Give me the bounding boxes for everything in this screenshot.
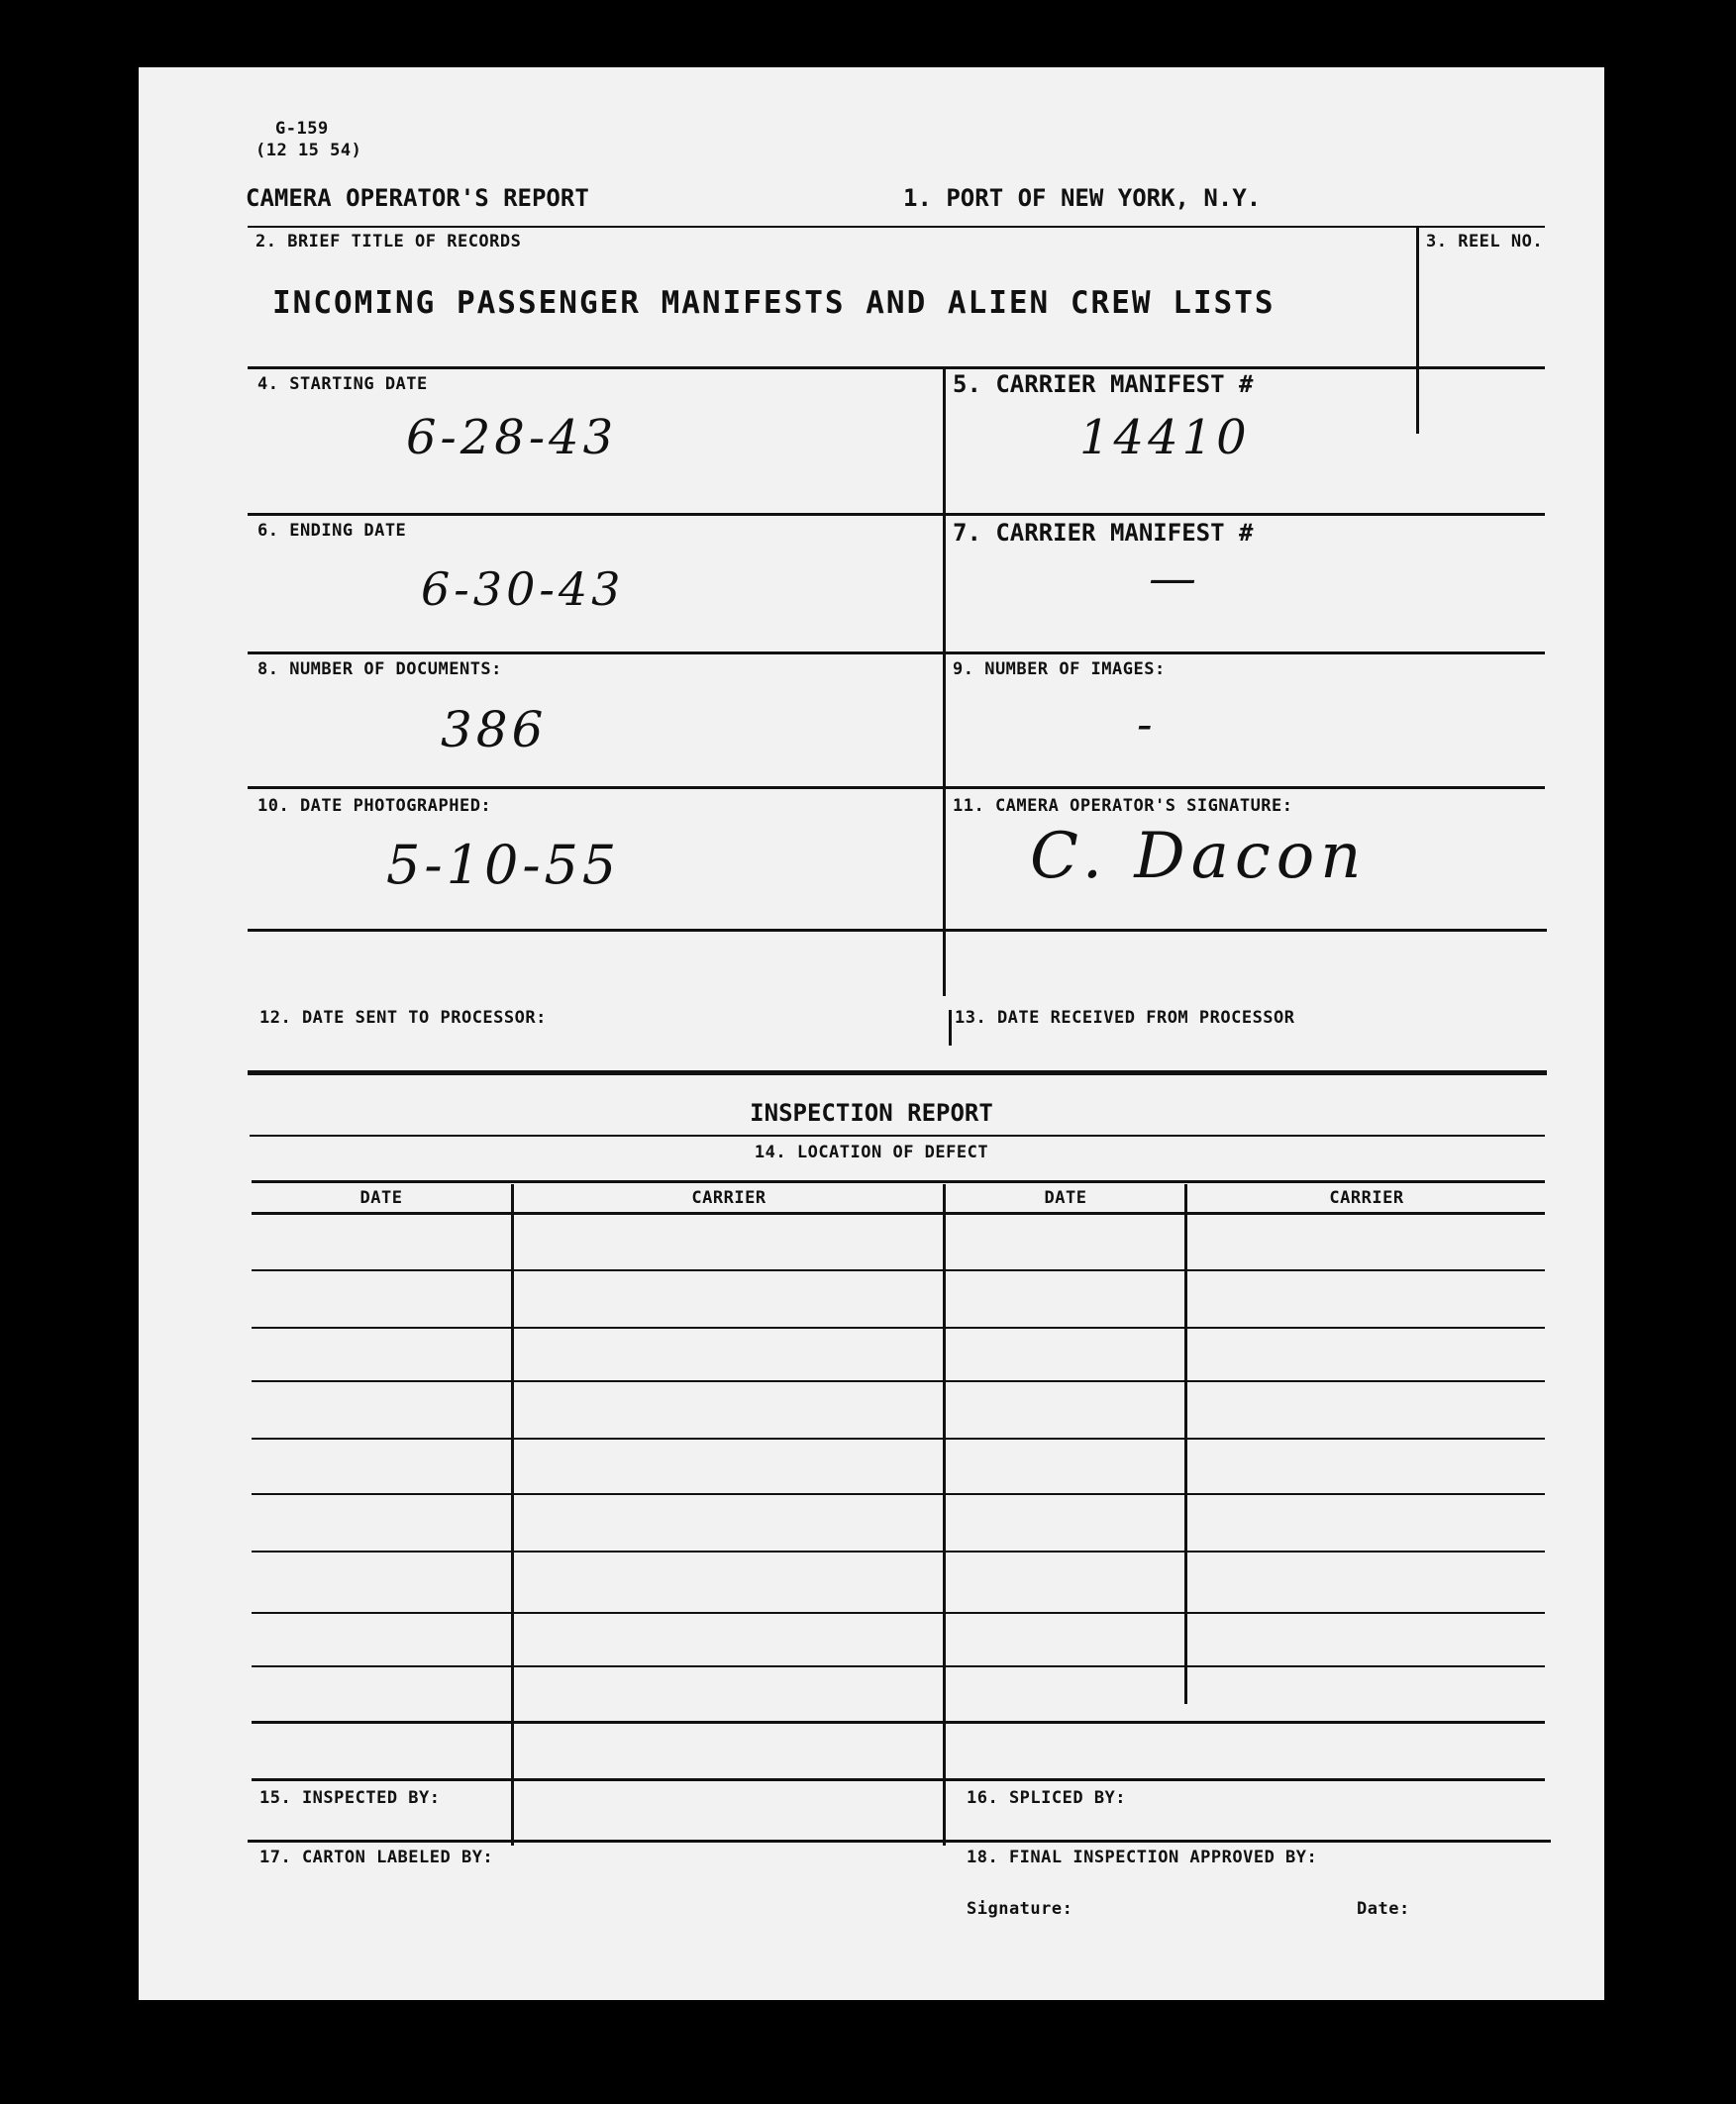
number-of-images-value: - (1137, 697, 1157, 751)
date-photographed-label: 10. DATE PHOTOGRAPHED: (257, 796, 492, 816)
report-form (139, 67, 1604, 2000)
spliced-by-label: 16. SPLICED BY: (967, 1788, 1127, 1808)
column-divider (943, 366, 946, 996)
divider (250, 1135, 1545, 1137)
table-row (252, 1665, 1545, 1667)
number-of-images-label: 9. NUMBER OF IMAGES: (953, 659, 1166, 679)
defect-table-header-date: DATE (359, 1188, 403, 1208)
form-number: G-159 (275, 119, 329, 139)
table-column-line (1184, 1184, 1187, 1704)
table-row (252, 1551, 1545, 1553)
final-inspection-label: 18. FINAL INSPECTION APPROVED BY: (967, 1848, 1318, 1867)
operator-signature-label: 11. CAMERA OPERATOR'S SIGNATURE: (953, 796, 1293, 816)
table-row (252, 1778, 1545, 1781)
divider (248, 1070, 1547, 1075)
records-title-label: 2. BRIEF TITLE OF RECORDS (255, 232, 522, 251)
carrier-manifest-end-label: 7. CARRIER MANIFEST # (953, 519, 1254, 547)
column-divider (949, 1010, 952, 1046)
date-received-label: 13. DATE RECEIVED FROM PROCESSOR (955, 1008, 1295, 1028)
number-of-documents-label: 8. NUMBER OF DOCUMENTS: (257, 659, 502, 679)
divider (248, 929, 1547, 932)
form-title: CAMERA OPERATOR'S REPORT (246, 184, 589, 212)
operator-signature: C. Dacon (1030, 820, 1368, 893)
records-title-value: INCOMING PASSENGER MANIFESTS AND ALIEN CREW LISTS (272, 285, 1276, 321)
form-revision: (12 15 54) (255, 141, 362, 160)
table-row (252, 1721, 1545, 1724)
table-row (252, 1380, 1545, 1382)
divider (248, 366, 1545, 369)
divider (252, 1180, 1545, 1183)
port-label: 1. PORT OF NEW YORK, N.Y. (903, 184, 1262, 212)
divider (248, 1840, 1551, 1843)
ending-date-label: 6. ENDING DATE (257, 521, 407, 541)
table-row (252, 1327, 1545, 1329)
date-label: Date: (1357, 1899, 1410, 1919)
starting-date-value: 6-28-43 (406, 410, 618, 465)
date-sent-label: 12. DATE SENT TO PROCESSOR: (259, 1008, 547, 1028)
signature-label: Signature: (967, 1899, 1073, 1919)
table-row (252, 1493, 1545, 1495)
inspected-by-label: 15. INSPECTED BY: (259, 1788, 441, 1808)
reel-divider (1416, 226, 1419, 434)
defect-table-header-carrier: CARRIER (1329, 1188, 1404, 1208)
divider (248, 786, 1545, 789)
carrier-manifest-start-value: 14410 (1079, 410, 1251, 465)
location-of-defect-label: 14. LOCATION OF DEFECT (754, 1143, 989, 1162)
divider (252, 1212, 1545, 1215)
table-column-line (943, 1184, 946, 1846)
divider (248, 513, 1545, 516)
carrier-manifest-end-value: — (1149, 551, 1200, 606)
divider (248, 226, 1545, 228)
divider (248, 651, 1545, 654)
inspection-report-title: INSPECTION REPORT (750, 1099, 993, 1127)
table-row (252, 1269, 1545, 1271)
date-photographed-value: 5-10-55 (386, 834, 621, 896)
carton-labeled-by-label: 17. CARTON LABELED BY: (259, 1848, 494, 1867)
reel-number-label: 3. REEL NO. (1426, 232, 1544, 251)
table-row (252, 1612, 1545, 1614)
defect-table-header-carrier: CARRIER (691, 1188, 766, 1208)
ending-date-value: 6-30-43 (421, 562, 625, 616)
number-of-documents-value: 386 (441, 701, 548, 758)
carrier-manifest-start-label: 5. CARRIER MANIFEST # (953, 370, 1254, 398)
defect-table-header-date: DATE (1044, 1188, 1087, 1208)
table-row (252, 1438, 1545, 1440)
table-column-line (511, 1184, 514, 1846)
starting-date-label: 4. STARTING DATE (257, 374, 428, 394)
